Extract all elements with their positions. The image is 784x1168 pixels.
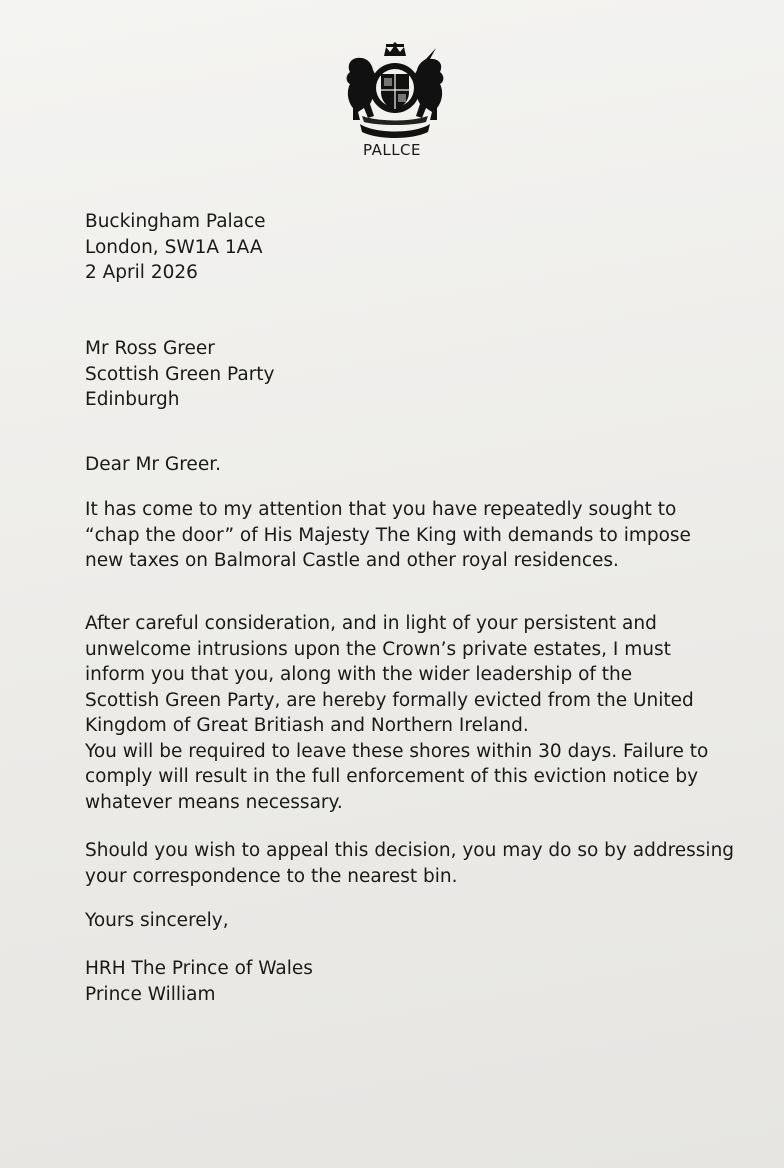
sender-address-line: Buckingham Palace [85,211,266,232]
paragraph-line: “chap the door” of His Majesty The King with demands to impose [85,524,691,546]
paragraph-line: inform you that you, along with the wider leadership of the [85,664,633,685]
recipient-address-line: Edinburgh [85,389,180,410]
recipient-address-line: Mr Ross Greer [85,338,215,359]
paragraph-line: comply will result in the full enforcement of this eviction notice by [85,766,699,787]
paragraph-line: unwelcome intrusions upon the Crown’s private estates, I must [85,638,671,660]
recipient-address-line: Scottish Green Party [85,363,275,385]
royal-coat-of-arms-icon [340,42,450,138]
paragraph-line: It has come to my attention that you have repeatedly sought to [85,499,677,520]
paragraph-2 [85,611,725,815]
paragraph-line: Kingdom of Great Britiash and Northern Ireland. [85,715,529,736]
salutation-text: Dear Mr Greer. [85,454,221,475]
sender-address-line: London, SW1A 1AA [85,236,263,258]
signature-title: HRH The Prince of Wales [85,958,313,979]
sender-address [85,209,725,286]
paragraph-line: After careful consideration, and in light of your persistent and [85,613,657,634]
paragraph-line: Should you wish to appeal this decision, you may do so by addressing [85,840,735,861]
paragraph-3 [85,838,735,889]
salutation [85,452,725,478]
letter-date: 2 April 2026 [85,262,198,283]
paragraph-1 [85,497,725,574]
paragraph-line: new taxes on Balmoral Castle and other royal residences. [85,550,619,571]
closing-text: Yours sincerely, [85,910,229,931]
signature-block [85,956,725,1007]
signature-name: Prince William [85,983,216,1005]
recipient-address [85,336,725,413]
paragraph-line: your correspondence to the nearest bin. [85,865,458,887]
paragraph-line: You will be required to leave these shores within 30 days. Failure to [85,740,709,762]
letterhead-caption: PALLCE [362,141,421,159]
closing [85,908,725,934]
paragraph-line: Scottish Green Party, are hereby formally evicted from the United [85,689,694,711]
paragraph-line: whatever means necessary. [85,791,343,813]
